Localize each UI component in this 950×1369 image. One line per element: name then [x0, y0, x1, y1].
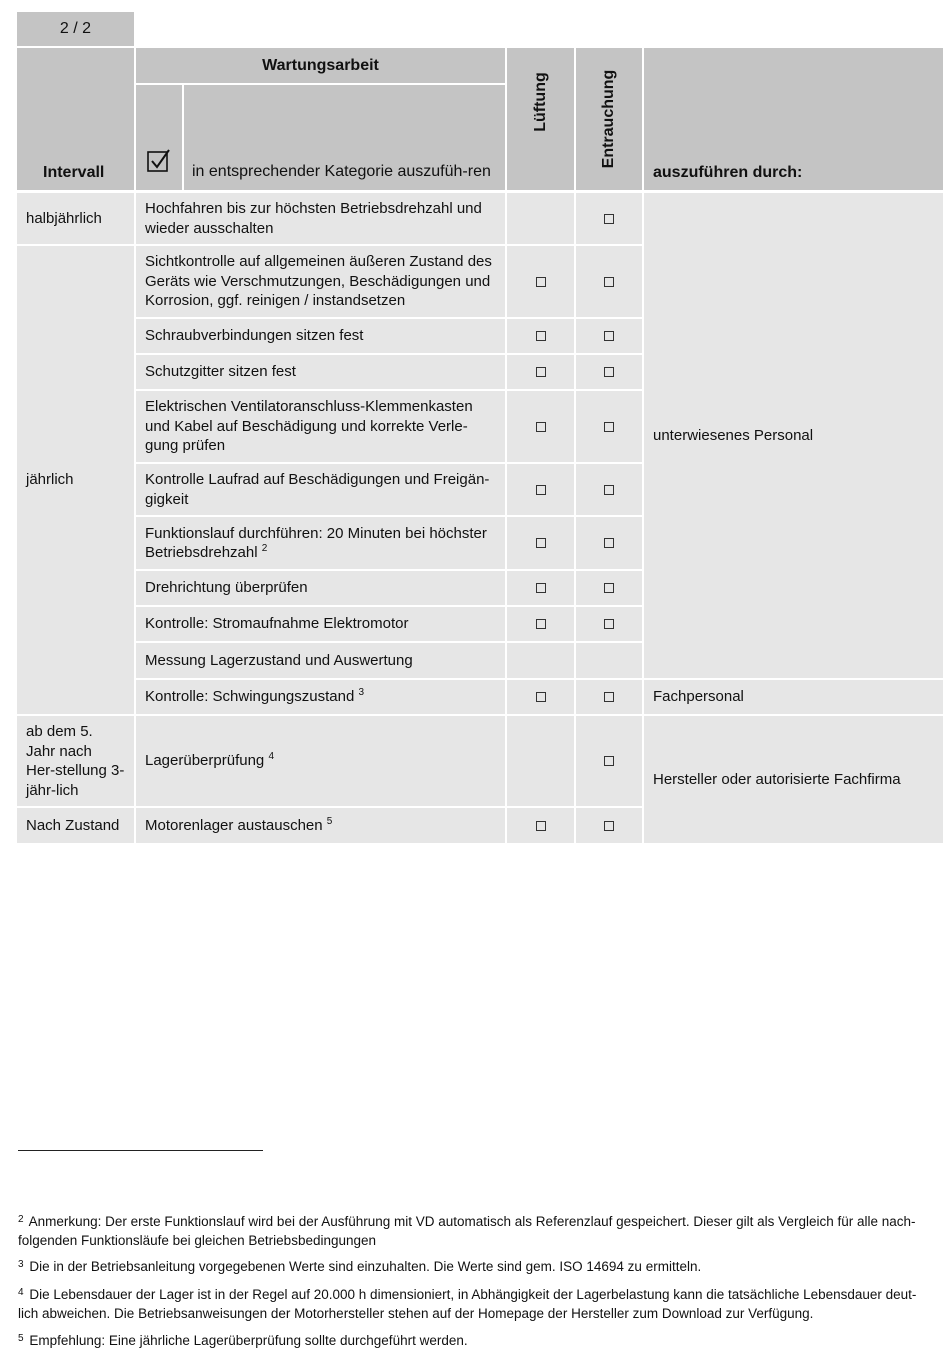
performer-specialist-staff [644, 680, 943, 714]
interval-semiannual [17, 193, 134, 244]
task-text-wrap [145, 524, 496, 563]
footnote-number: 4 [18, 1287, 24, 1298]
task-text: Funktionslauf durchführen: 20 Minuten bei höchster Betriebsdrehzahl [145, 524, 487, 561]
performer-text: Fachpersonal [653, 688, 744, 706]
ventilation-cell [507, 193, 574, 244]
table-row [136, 355, 505, 389]
ventilation-cell [507, 716, 574, 806]
interval-by-condition [17, 808, 134, 843]
interval-text: jährlich [26, 471, 74, 489]
footnote-ref: 5 [326, 815, 333, 827]
smoke-cell [576, 464, 642, 515]
ventilation-cell [507, 391, 574, 462]
header-smoke-extraction [576, 48, 642, 190]
ventilation-cell [507, 464, 574, 515]
header-instruction-text: in entsprechender Kategorie auszufüh-ren [192, 163, 491, 180]
checkbox-icon[interactable] [604, 821, 614, 831]
table-row [136, 680, 505, 714]
smoke-cell [576, 808, 642, 843]
footnote-separator [18, 1150, 263, 1151]
page-indicator-text: 2 / 2 [59, 20, 92, 37]
page-indicator [17, 12, 134, 46]
header-ventilation [507, 48, 574, 190]
footnote-ref: 3 [358, 687, 365, 699]
footnote-text: Empfehlung: Eine jährliche Lagerüberprüfung sollte durchgeführt werden. [29, 1333, 468, 1348]
footnote-text: Die in der Betriebsanleitung vorgegebenen Werte sind einzuhalten. Die Werte sind gem. ISO 14694 zu ermitteln. [29, 1259, 702, 1274]
performer-text: Hersteller oder autorisierte Fachfirma [653, 770, 901, 788]
checkbox-icon[interactable] [536, 367, 546, 377]
checkbox-icon[interactable] [604, 583, 614, 593]
ventilation-cell [507, 355, 574, 389]
ventilation-cell [507, 517, 574, 569]
header-smoke-extraction-label: Entrauchung [600, 69, 617, 169]
smoke-cell [576, 319, 642, 353]
checkbox-icon[interactable] [604, 277, 614, 287]
table-row [136, 391, 505, 462]
header-interval [17, 48, 134, 190]
header-performed-by [644, 48, 943, 190]
smoke-cell [576, 193, 642, 244]
table-row [136, 319, 505, 353]
footnote-4 [18, 1285, 928, 1323]
smoke-cell [576, 680, 642, 714]
ventilation-cell [507, 680, 574, 714]
smoke-cell [576, 517, 642, 569]
task-text: Hochfahren bis zur höchsten Betriebsdrehzahl und wieder ausschalten [145, 200, 482, 237]
checkbox-icon[interactable] [604, 538, 614, 548]
ventilation-cell [507, 607, 574, 641]
task-text: Kontrolle: Schwingungszustand [145, 688, 355, 706]
footnote-number: 3 [18, 1259, 24, 1270]
task-text: Kontrolle Laufrad auf Beschädigungen und Freigän-gigkeit [145, 471, 490, 508]
smoke-cell [576, 246, 642, 317]
task-text: Elektrischen Ventilatoranschluss-Klemmenkasten und Kabel auf Beschädigung und korrekte Verle-gung prüfen [145, 398, 473, 455]
header-task-group-label: Wartungsarbeit [262, 56, 379, 74]
footnote-ref: 4 [268, 751, 274, 763]
task-text-wrap [145, 751, 274, 771]
task-text-wrap [145, 816, 332, 836]
task-text: Drehrichtung überprüfen [145, 579, 308, 597]
task-text: Schraubverbindungen sitzen fest [145, 327, 364, 345]
smoke-cell [576, 571, 642, 605]
checkbox-icon[interactable] [604, 331, 614, 341]
performer-text: unterwiesenes Personal [653, 426, 814, 444]
checkbox-icon[interactable] [536, 538, 546, 548]
table-row [136, 808, 505, 843]
table-row [136, 607, 505, 641]
table-row [136, 643, 505, 678]
footnote-5 [18, 1331, 928, 1350]
checkbox-icon[interactable] [536, 619, 546, 629]
checkbox-icon[interactable] [536, 422, 546, 432]
checkbox-icon[interactable] [604, 692, 614, 702]
ventilation-cell [507, 571, 574, 605]
performer-instructed-staff [644, 193, 943, 678]
smoke-cell [576, 391, 642, 462]
smoke-cell [576, 355, 642, 389]
checkbox-checked-icon [147, 148, 171, 176]
interval-text: ab dem 5. Jahr nach Her-stellung 3-jähr-lich [26, 723, 125, 799]
checkbox-icon[interactable] [604, 485, 614, 495]
task-text: Lagerüberprüfung [145, 752, 265, 770]
footnote-text: Anmerkung: Der erste Funktionslauf wird bei der Ausführung mit VD automatisch als Referenzlauf gespeichert. Dieser gilt als Vergleich für alle nach-folgenden Funktionsläufe bei gleichen Betriebsbedingungen [18, 1214, 916, 1248]
footnote-text: Die Lebensdauer der Lager ist in der Regel auf 20.000 h dimensioniert, in Abhängigkeit der Lagerbelastung kann die tatsächliche Lebensdauer deut-lich abweichen. Die Betriebsanweisungen der Motorhersteller stehen auf der Homepage der Hersteller zum Download zur Verfügung. [18, 1287, 917, 1321]
performer-manufacturer [644, 716, 943, 843]
task-text: Motorenlager austauschen [145, 816, 323, 834]
interval-text: halbjährlich [26, 209, 102, 227]
checkbox-icon[interactable] [604, 214, 614, 224]
task-text: Messung Lagerzustand und Auswertung [145, 651, 413, 669]
interval-5-year [17, 716, 134, 806]
checkbox-icon[interactable] [536, 485, 546, 495]
checkbox-icon[interactable] [536, 692, 546, 702]
header-check-column [136, 85, 182, 190]
ventilation-cell [507, 246, 574, 317]
task-text: Schutzgitter sitzen fest [145, 363, 296, 381]
interval-text: Nach Zustand [26, 816, 120, 834]
ventilation-cell [507, 319, 574, 353]
ventilation-cell [507, 643, 574, 678]
smoke-cell [576, 643, 642, 678]
header-ventilation-label: Lüftung [531, 72, 549, 132]
table-row [136, 464, 505, 515]
smoke-cell [576, 607, 642, 641]
checkbox-icon[interactable] [536, 277, 546, 287]
checkbox-icon[interactable] [536, 331, 546, 341]
checkbox-icon[interactable] [604, 619, 614, 629]
table-row [136, 716, 505, 806]
header-instruction [184, 85, 505, 190]
table-row [136, 571, 505, 605]
footnote-number: 5 [18, 1333, 24, 1344]
ventilation-cell [507, 808, 574, 843]
header-interval-label: Intervall [43, 164, 105, 181]
footnote-number: 2 [18, 1214, 24, 1225]
checkbox-icon[interactable] [604, 756, 614, 766]
checkbox-icon[interactable] [604, 367, 614, 377]
footnote-3 [18, 1257, 928, 1276]
smoke-cell [576, 716, 642, 806]
checkbox-icon[interactable] [536, 583, 546, 593]
header-performed-by-label: auszuführen durch: [653, 164, 803, 181]
interval-annual [17, 246, 134, 714]
table-row [136, 246, 505, 317]
task-text: Kontrolle: Stromaufnahme Elektromotor [145, 615, 409, 633]
task-text: Sichtkontrolle auf allgemeinen äußeren Zustand des Geräts wie Verschmutzungen, Beschädigungen und Korrosion, ggf. reinigen / instandsetzen [145, 253, 492, 310]
table-row [136, 193, 505, 244]
footnote-2 [18, 1212, 928, 1250]
task-text-wrap [145, 687, 364, 707]
table-row [136, 517, 505, 569]
checkbox-icon[interactable] [604, 422, 614, 432]
footnote-ref: 2 [261, 543, 268, 554]
header-task-group [136, 48, 505, 83]
checkbox-icon[interactable] [536, 821, 546, 831]
